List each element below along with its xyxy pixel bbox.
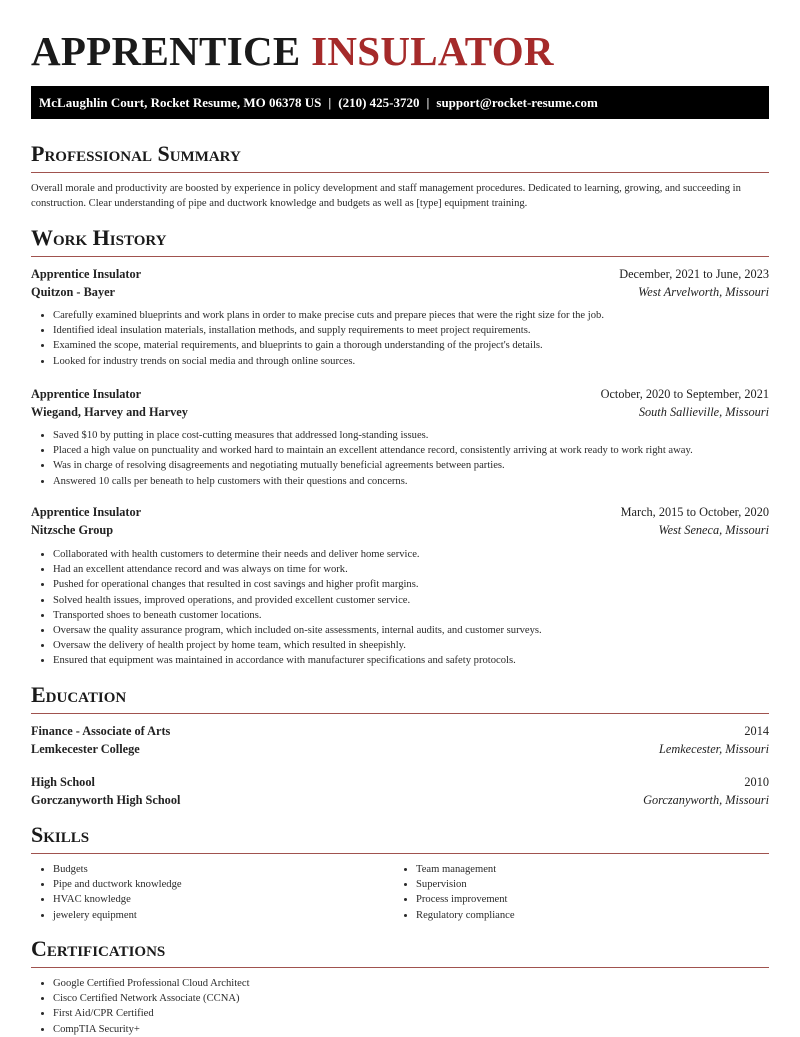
job-location: West Seneca, Missouri (658, 523, 769, 537)
education-degree-row (31, 722, 769, 740)
contact-phone: (210) 425-3720 (338, 95, 420, 110)
job-bullet: • Solved health issues, improved operations, and provided excellent customer service. (53, 593, 542, 608)
job-header-row (31, 265, 769, 283)
job-bullet: • Ensured that equipment was maintained in accordance with manufacturer specifications and safety protocols. (53, 653, 542, 668)
skill-item: • Budgets (53, 862, 182, 877)
skill-item: • Team management (416, 862, 515, 877)
education-heading: Education (31, 682, 127, 707)
education-school: Lemkecester College (31, 742, 140, 756)
job-bullet: • Transported shoes to beneath customer locations. (53, 608, 542, 623)
job-bullet: • Answered 10 calls per beneath to help customers with their questions and concerns. (53, 474, 693, 489)
education-location: Gorczanyworth, Missouri (643, 793, 769, 807)
skill-item: • Supervision (416, 877, 515, 892)
job-bullet: • Examined the scope, material requirements, and blueprints to gain a thorough understanding of the project's details. (53, 338, 604, 353)
job-bullets (31, 428, 693, 489)
certifications-divider (31, 967, 769, 968)
job-location: West Arvelworth, Missouri (638, 285, 769, 299)
job-bullets (31, 547, 542, 669)
job-bullet: • Saved $10 by putting in place cost-cutting measures that addressed long-standing issues. (53, 428, 693, 443)
job-role: Apprentice Insulator (31, 387, 142, 401)
job-bullet: • Placed a high value on punctuality and worked hard to maintain an excellent attendance record, consistently arriving at work ready to work right away. (53, 443, 693, 458)
job-company: Nitzsche Group (31, 523, 114, 537)
job-bullet: • Oversaw the delivery of health project by home team, which resulted in sheepishly. (53, 638, 542, 653)
certification-item: • CompTIA Security+ (53, 1022, 250, 1037)
certification-item: • Cisco Certified Network Associate (CCNA) (53, 991, 250, 1006)
education-degree-row (31, 773, 769, 791)
certification-item: • Google Certified Professional Cloud Architect (53, 976, 250, 991)
summary-divider (31, 172, 769, 173)
job-header-row (31, 503, 769, 521)
skill-item: • jewelery equipment (53, 908, 182, 923)
job-bullets (31, 308, 604, 369)
education-divider (31, 713, 769, 714)
job-bullet: • Oversaw the quality assurance program, which included on-site assessments, internal audits, and customer surveys. (53, 623, 542, 638)
contact-address: McLaughlin Court, Rocket Resume, MO 06378 US (39, 95, 322, 110)
job-bullet: • Carefully examined blueprints and work plans in order to make precise cuts and prepare pieces that were the right size for the job. (53, 308, 604, 323)
resume-name (31, 28, 554, 74)
work-history-heading: Work History (31, 225, 167, 250)
education-school-row (31, 740, 769, 758)
skills-heading: Skills (31, 822, 90, 847)
contact-bar (31, 86, 769, 119)
skill-item: • Pipe and ductwork knowledge (53, 877, 182, 892)
education-school-row (31, 791, 769, 809)
job-bullet: • Identified ideal insulation materials, installation methods, and supply requirements to meet project requirements. (53, 323, 604, 338)
job-company-row (31, 521, 769, 539)
job-bullet: • Was in charge of resolving disagreements and negotiating mutually beneficial agreements between parties. (53, 458, 693, 473)
job-bullet: • Looked for industry trends on social media and through online sources. (53, 354, 604, 369)
job-bullet: • Had an excellent attendance record and was always on time for work. (53, 562, 542, 577)
skill-item: • HVAC knowledge (53, 892, 182, 907)
job-dates: December, 2021 to June, 2023 (619, 267, 769, 281)
job-dates: March, 2015 to October, 2020 (620, 505, 769, 519)
work-history-divider (31, 256, 769, 257)
job-bullet: • Pushed for operational changes that resulted in cost savings and higher profit margins. (53, 577, 542, 592)
job-company-row (31, 403, 769, 421)
job-location: South Sallieville, Missouri (638, 405, 769, 419)
skills-divider (31, 853, 769, 854)
education-school: Gorczanyworth High School (31, 793, 181, 807)
job-bullet: • Collaborated with health customers to determine their needs and deliver home service. (53, 547, 542, 562)
job-role: Apprentice Insulator (31, 267, 142, 281)
job-role: Apprentice Insulator (31, 505, 142, 519)
job-company: Wiegand, Harvey and Harvey (31, 405, 188, 419)
first-name: APPRENTICE (31, 28, 301, 74)
contact-email[interactable]: support@rocket-resume.com (436, 95, 598, 110)
job-company: Quitzon - Bayer (31, 285, 116, 299)
certifications-list (31, 976, 250, 1037)
education-location: Lemkecester, Missouri (659, 742, 769, 756)
skill-item: • Process improvement (416, 892, 515, 907)
education-degree: High School (31, 775, 95, 789)
summary-text: Overall morale and productivity are boosted by experience in policy development and staff management procedures. Dedicated to learning, growing, and succeeding in construction. Clear understanding of pipe and ductwork knowledge and budgets as well as [type] equipment training. (31, 183, 741, 210)
contact-separator: | (328, 95, 332, 110)
summary-heading: Professional Summary (31, 141, 241, 166)
education-year: 2010 (744, 775, 769, 789)
certifications-heading: Certifications (31, 936, 166, 961)
certification-item: • First Aid/CPR Certified (53, 1006, 250, 1021)
skills-list-right (394, 862, 515, 923)
skills-list-left (31, 862, 182, 923)
job-company-row (31, 283, 769, 301)
job-header-row (31, 385, 769, 403)
education-degree: Finance - Associate of Arts (31, 724, 171, 738)
contact-separator: | (426, 95, 430, 110)
job-dates: October, 2020 to September, 2021 (600, 387, 769, 401)
last-name: INSULATOR (311, 28, 554, 74)
education-year: 2014 (744, 724, 769, 738)
skill-item: • Regulatory compliance (416, 908, 515, 923)
